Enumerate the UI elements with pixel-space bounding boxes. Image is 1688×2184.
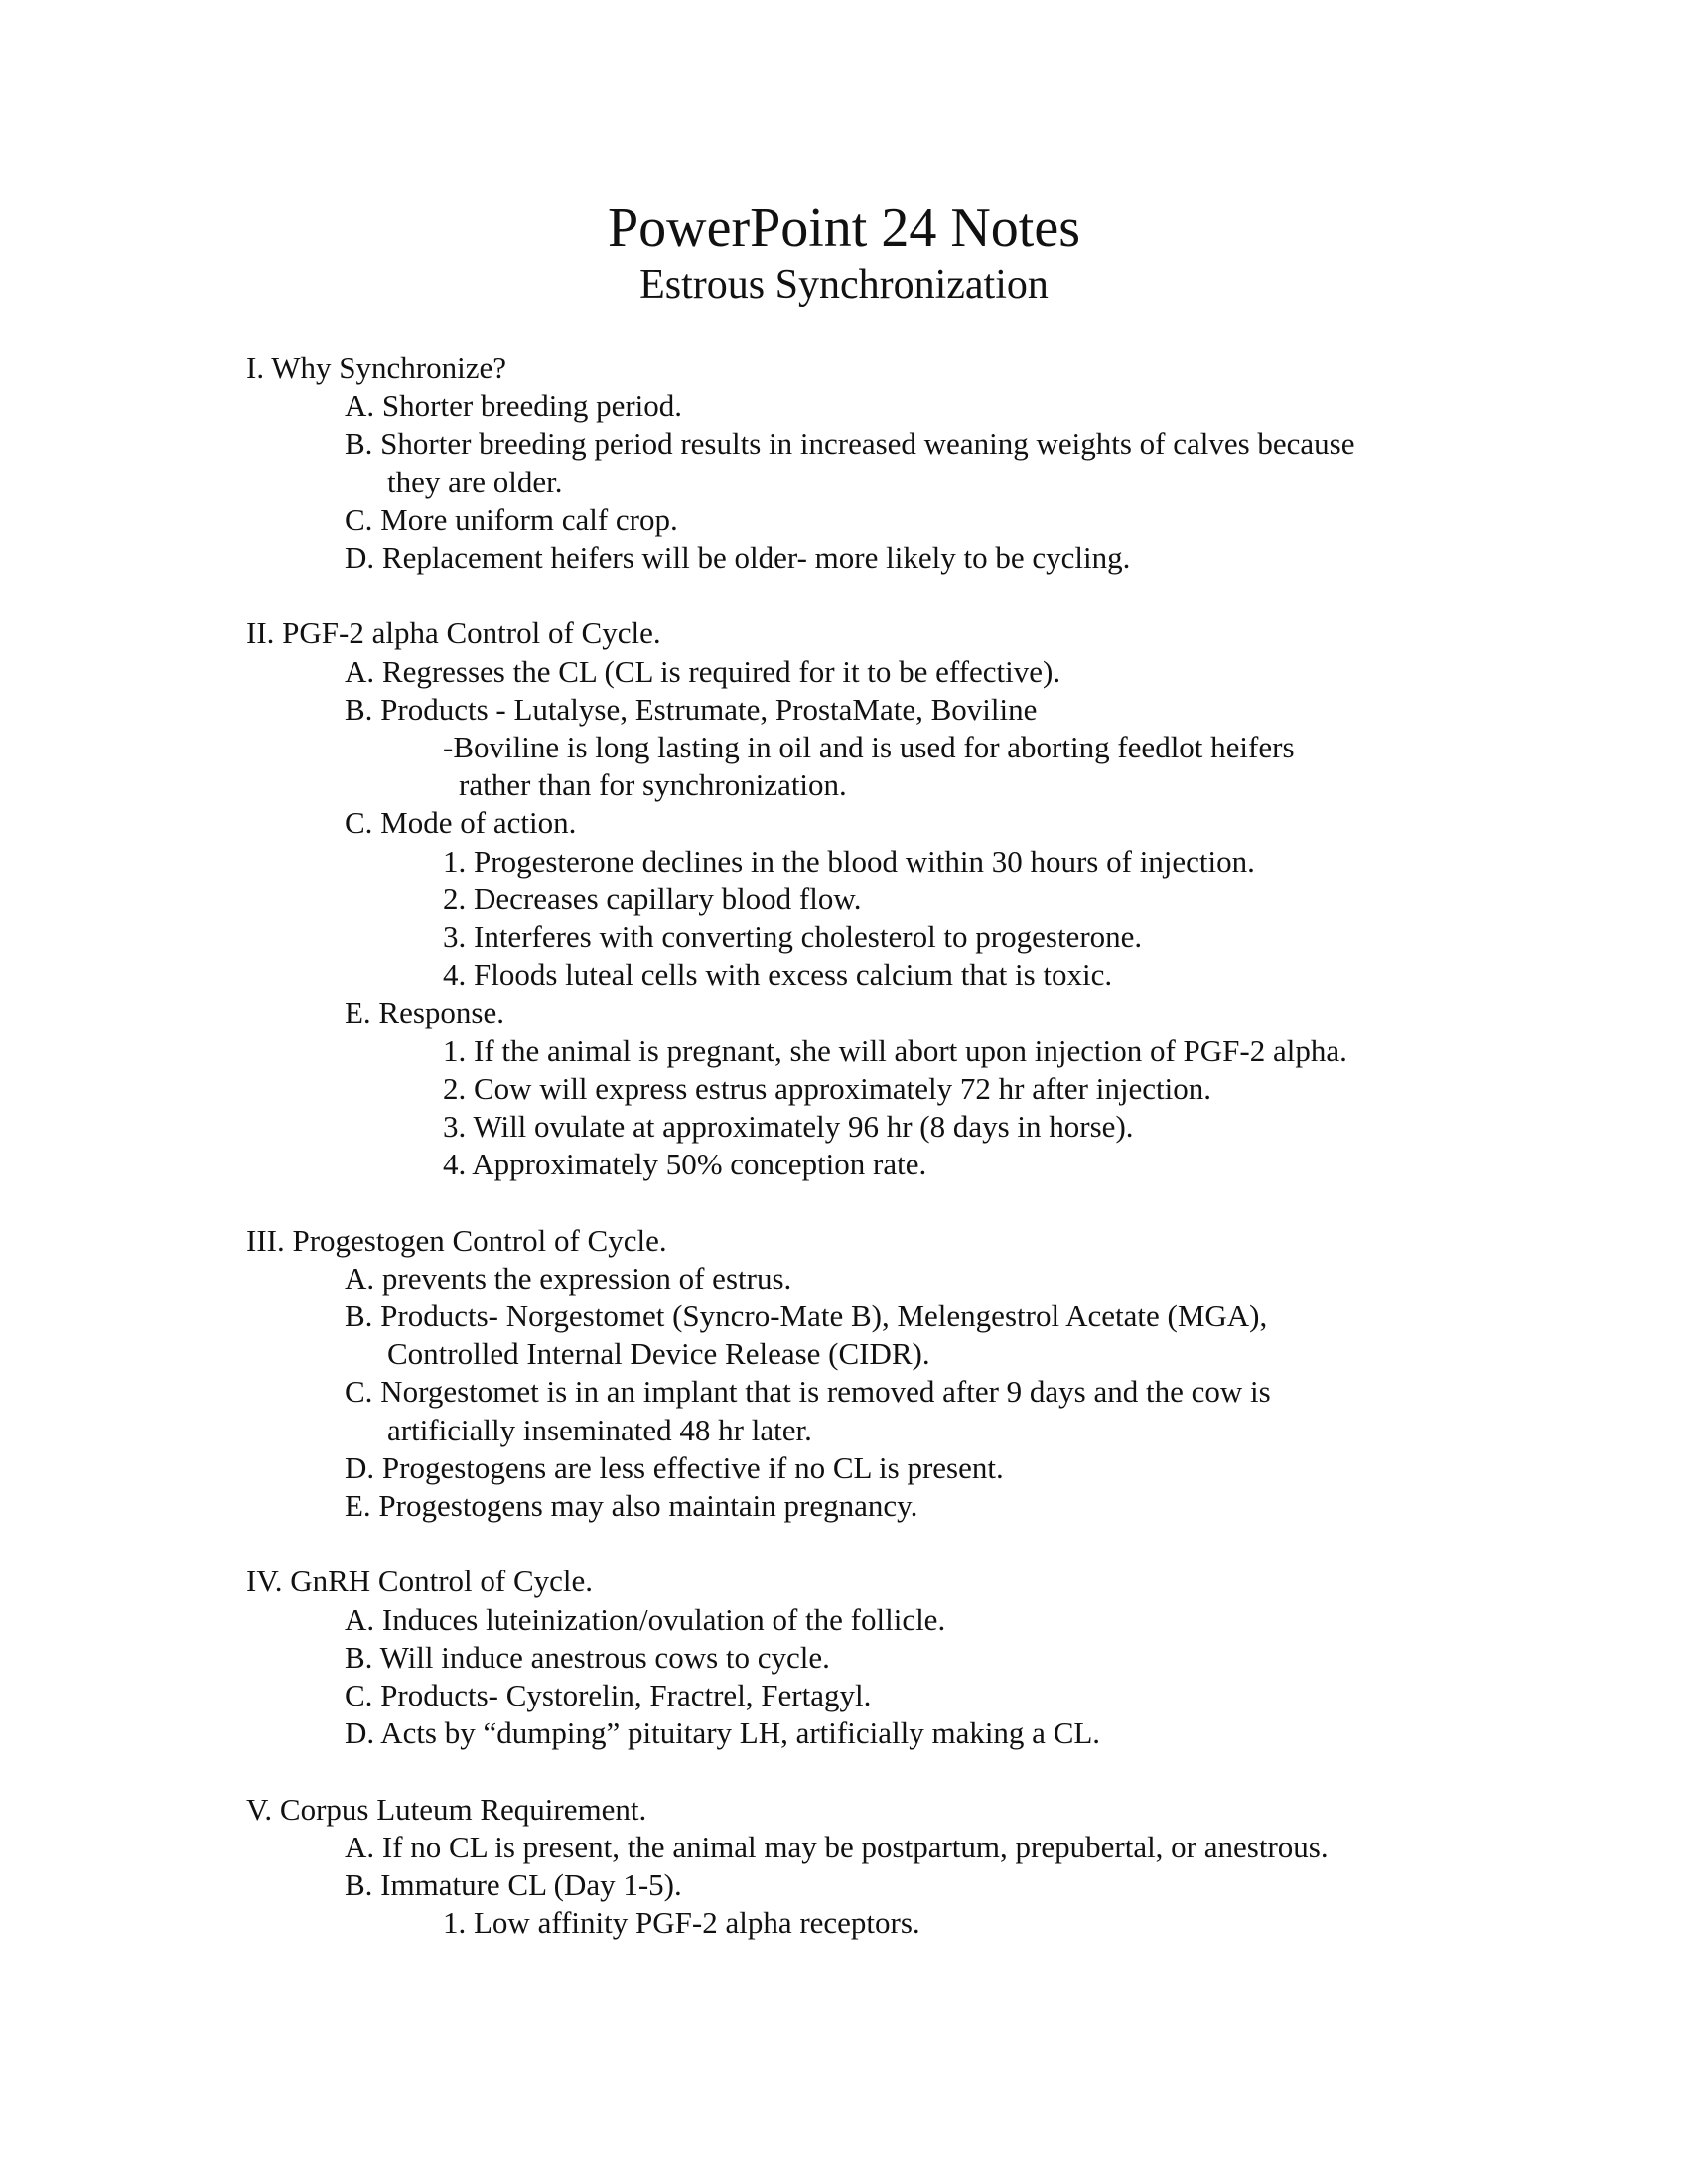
outline-item: D. Progestogens are less effective if no CL is present. bbox=[345, 1449, 1004, 1485]
outline-item: rather than for synchronization. bbox=[459, 767, 847, 803]
outline-item: artificially inseminated 48 hr later. bbox=[387, 1412, 812, 1447]
outline-item: 2. Decreases capillary blood flow. bbox=[443, 881, 862, 916]
outline-item: B. Shorter breeding period results in increased weaning weights of calves because bbox=[345, 426, 1355, 462]
outline-item: A. Shorter breeding period. bbox=[345, 388, 683, 424]
page-title: PowerPoint 24 Notes bbox=[608, 198, 1080, 259]
outline-item: 2. Cow will express estrus approximately 72 hr after injection. bbox=[443, 1070, 1211, 1106]
outline-item: B. Products- Norgestomet (Syncro-Mate B), Melengestrol Acetate (MGA), bbox=[345, 1298, 1268, 1334]
section-heading: II. PGF-2 alpha Control of Cycle. bbox=[246, 615, 661, 651]
outline-section bbox=[0, 349, 1688, 577]
notes-outline bbox=[0, 349, 1688, 1980]
outline-item: C. More uniform calf crop. bbox=[345, 501, 678, 537]
section-heading: I. Why Synchronize? bbox=[246, 350, 506, 385]
outline-item: 4. Floods luteal cells with excess calcium that is toxic. bbox=[443, 957, 1113, 993]
outline-item: A. prevents the expression of estrus. bbox=[345, 1260, 792, 1296]
section-heading: IV. GnRH Control of Cycle. bbox=[246, 1564, 594, 1599]
outline-item: E. Response. bbox=[345, 995, 505, 1030]
outline-item: 4. Approximately 50% conception rate. bbox=[443, 1147, 927, 1182]
outline-item: Controlled Internal Device Release (CIDR). bbox=[387, 1336, 930, 1372]
outline-item: C. Mode of action. bbox=[345, 805, 577, 841]
outline-item: D. Acts by “dumping” pituitary LH, artificially making a CL. bbox=[345, 1715, 1101, 1751]
section-heading: V. Corpus Luteum Requirement. bbox=[246, 1791, 647, 1827]
outline-item: A. If no CL is present, the animal may be postpartum, prepubertal, or anestrous. bbox=[345, 1829, 1329, 1864]
outline-section bbox=[0, 614, 1688, 1183]
outline-item: 3. Will ovulate at approximately 96 hr (8 days in horse). bbox=[443, 1109, 1134, 1145]
outline-item: 1. If the animal is pregnant, she will abort upon injection of PGF-2 alpha. bbox=[443, 1032, 1347, 1068]
outline-item: 3. Interferes with converting cholesterol to progesterone. bbox=[443, 919, 1143, 955]
outline-item: they are older. bbox=[387, 464, 563, 499]
outline-section bbox=[0, 1222, 1688, 1526]
page-subtitle: Estrous Synchronization bbox=[639, 262, 1049, 308]
outline-item: B. Will induce anestrous cows to cycle. bbox=[345, 1639, 830, 1675]
outline-item: E. Progestogens may also maintain pregnancy. bbox=[345, 1488, 918, 1524]
section-heading: III. Progestogen Control of Cycle. bbox=[246, 1222, 667, 1258]
outline-item: A. Induces luteinization/ovulation of the follicle. bbox=[345, 1601, 946, 1637]
outline-item: B. Immature CL (Day 1-5). bbox=[345, 1867, 682, 1903]
outline-item: -Boviline is long lasting in oil and is used for aborting feedlot heifers bbox=[443, 730, 1295, 765]
outline-item: 1. Progesterone declines in the blood within 30 hours of injection. bbox=[443, 843, 1255, 879]
outline-section bbox=[0, 1563, 1688, 1752]
outline-item: B. Products - Lutalyse, Estrumate, ProstaMate, Boviline bbox=[345, 691, 1038, 727]
outline-item: A. Regresses the CL (CL is required for it to be effective). bbox=[345, 653, 1061, 689]
outline-item: D. Replacement heifers will be older- more likely to be cycling. bbox=[345, 540, 1131, 576]
outline-section bbox=[0, 1791, 1688, 1943]
outline-item: 1. Low affinity PGF-2 alpha receptors. bbox=[443, 1905, 920, 1941]
outline-item: C. Norgestomet is in an implant that is removed after 9 days and the cow is bbox=[345, 1374, 1271, 1410]
outline-item: C. Products- Cystorelin, Fractrel, Fertagyl. bbox=[345, 1678, 872, 1713]
